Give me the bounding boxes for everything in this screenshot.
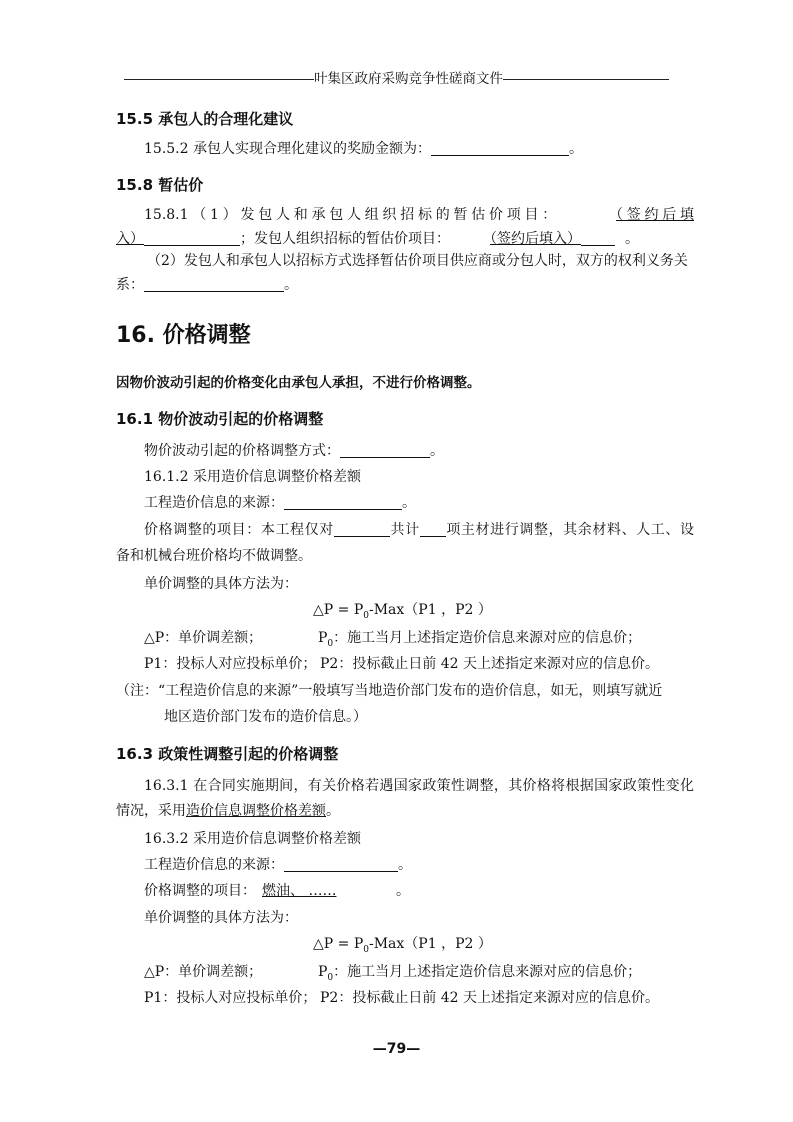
blank-rights-obligations[interactable] — [144, 276, 284, 292]
formula-part: -Max（P1 ，P2 ） — [368, 936, 492, 952]
def-p0-2 — [318, 961, 641, 983]
header-rule-right — [503, 79, 669, 80]
text: 情况，采用 — [116, 803, 186, 819]
def-delta-p-2: △P：单价调差额； — [144, 964, 263, 980]
text: ；发包人组织招标的暂估价项目： — [240, 231, 450, 247]
header-rule-left — [124, 79, 314, 80]
fill-items-text: 燃油、 …… — [262, 883, 337, 899]
def-p1-2: P1：投标人对应投标单价； — [144, 990, 317, 1006]
def-delta-p: △P：单价调差额； — [144, 630, 263, 646]
para-15-8-1-line1 — [116, 204, 694, 224]
text: 15.5.2 承包人实现合理化建议的奖励金额为： — [144, 141, 431, 157]
text: 项主材进行调整，其余材料、人工、设 — [445, 522, 695, 538]
heading-15-5: 15.5 承包人的合理化建议 — [116, 110, 294, 128]
text: 。 — [396, 883, 410, 899]
para-16-3-source — [144, 854, 412, 874]
para-16-3-1-line2 — [116, 800, 340, 820]
page-header — [0, 67, 793, 87]
blank-adjust-method[interactable] — [340, 442, 430, 458]
para-15-5-2 — [144, 138, 583, 158]
fill-sign-after: 入） — [116, 231, 144, 247]
text: 工程造价信息的来源： — [144, 495, 284, 511]
text: ：施工当月上述指定造价信息来源对应的信息价； — [333, 964, 642, 980]
text: 价格调整的项目： — [144, 883, 256, 899]
heading-16: 16. 价格调整 — [116, 323, 251, 348]
heading-16-1: 16.1 物价波动引起的价格调整 — [116, 410, 324, 428]
para-15-8-1-line2 — [116, 228, 639, 248]
fill-sign-after-2: （签约后填入） — [490, 231, 581, 247]
formula-subscript: 0 — [363, 610, 369, 621]
formula-part: -Max（P1 ，P2 ） — [368, 602, 492, 618]
blank-info-source-2[interactable] — [284, 856, 398, 872]
para-16-1-method-label: 单价调整的具体方法为： — [144, 576, 298, 592]
blank-material-count[interactable] — [420, 521, 446, 537]
subscript: 0 — [327, 972, 334, 983]
text: 。 — [568, 141, 583, 157]
text: ：施工当月上述指定造价信息来源对应的信息价； — [333, 630, 642, 646]
formula-subscript: 0 — [363, 944, 369, 955]
blank-material-name[interactable] — [334, 521, 390, 537]
def-p2-2: P2：投标截止日前 42 天上述指定来源对应的信息价。 — [320, 990, 660, 1006]
para-16-1-source — [144, 492, 416, 512]
def-p1: P1：投标人对应投标单价； — [144, 656, 317, 672]
underlined-method: 造价信息调整价格差额 — [186, 803, 326, 819]
blank-estimate-item[interactable] — [144, 230, 240, 246]
para-16-1-method — [144, 440, 444, 460]
para-16-1-items-line1 — [116, 519, 694, 539]
text: 物价波动引起的价格调整方式： — [144, 443, 340, 459]
formula-16-1 — [313, 599, 492, 621]
text: P — [318, 964, 328, 980]
text: 共计 — [389, 522, 420, 538]
para-16-3-1-line1 — [116, 775, 694, 795]
fill-items[interactable] — [256, 880, 396, 900]
subscript: 0 — [327, 638, 334, 649]
para-16-3-method-label: 单价调整的具体方法为： — [144, 910, 298, 926]
fill-sign-after: （签约后填 — [616, 207, 695, 223]
blank-info-source[interactable] — [284, 494, 402, 510]
page-number: —79— — [372, 1041, 421, 1057]
text: P — [318, 630, 328, 646]
para-16-3-2: 16.3.2 采用造价信息调整价格差额 — [144, 831, 361, 847]
formula-16-3 — [313, 933, 492, 955]
header-title: 叶集区政府采购竞争性磋商文件 — [314, 71, 503, 87]
text: 价格调整的项目：本工程仅对 — [144, 522, 334, 538]
text: 。 — [625, 231, 639, 247]
formula-part: △P = P — [313, 936, 364, 952]
text: 工程造价信息的来源： — [144, 857, 284, 873]
para-15-8-2-line2 — [116, 274, 298, 294]
text: 。 — [284, 277, 298, 293]
blank-reward-amount[interactable] — [431, 140, 569, 156]
text: 16.3.1 在合同实施期间，有关价格若遇国家政策性调整，其价格将根据国家政策性变化 — [144, 778, 694, 794]
text: 。 — [402, 495, 416, 511]
note-line2: 地区造价部门发布的造价信息。） — [164, 709, 367, 725]
text: 系： — [116, 277, 144, 293]
text: 。 — [398, 857, 412, 873]
para-16-3-items — [144, 880, 410, 900]
def-p0 — [318, 627, 641, 649]
para-15-8-2-line1: （2）发包人和承包人以招标方式选择暂估价项目供应商或分包人时，双方的权利义务关 — [147, 253, 688, 269]
text: 。 — [430, 443, 444, 459]
formula-part: △P = P — [313, 602, 364, 618]
text: 。 — [326, 803, 340, 819]
bold-note-16: 因物价波动引起的价格变化由承包人承担，不进行价格调整。 — [116, 375, 481, 391]
note-line1: （注：“工程造价信息的来源”一般填写当地造价部门发布的造价信息，如无，则填写就近 — [116, 683, 663, 699]
para-16-1-2: 16.1.2 采用造价信息调整价格差额 — [144, 469, 361, 485]
def-p2: P2：投标截止日前 42 天上述指定来源对应的信息价。 — [320, 656, 660, 672]
text: 15.8.1（1）发包人和承包人组织招标的暂估价项目： — [144, 207, 560, 223]
blank-estimate-item-2[interactable] — [581, 230, 615, 246]
para-16-1-items-line2: 备和机械台班价格均不做调整。 — [116, 548, 312, 564]
heading-16-3: 16.3 政策性调整引起的价格调整 — [116, 745, 339, 763]
heading-15-8: 15.8 暂估价 — [116, 176, 204, 194]
